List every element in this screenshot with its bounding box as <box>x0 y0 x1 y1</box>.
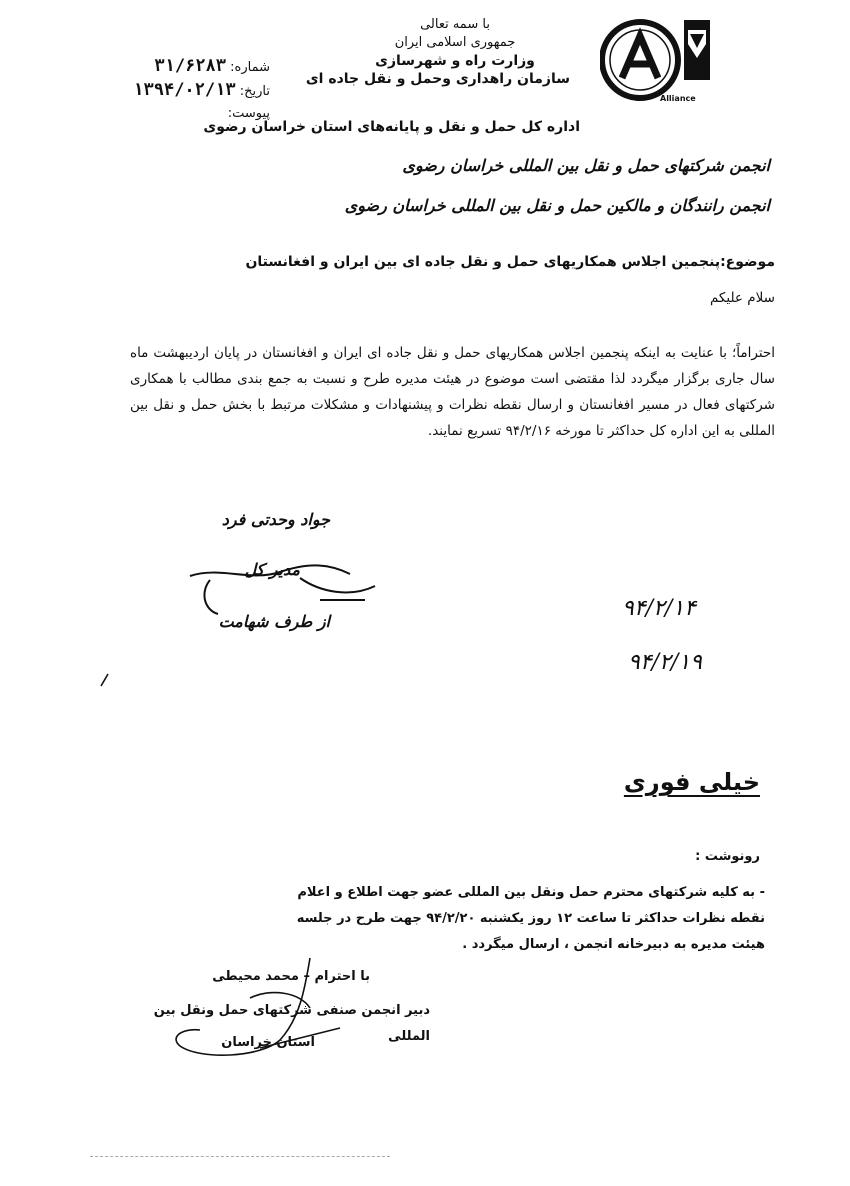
letter-body: احتراماً؛ با عنایت به اینکه پنجمین اجلاس همکاریهای حمل و نقل جاده ای ایران و افغانستان در پایان اردیبهشت ماه سال جاری برگزار میگردد لذا مقتضی است موضوع در هیئت مدیره طرح و نسبت به جمع بندی مطالب با همکاری شرکتهای فعال در مسیر افغانستان و ارسال نقطه نظرات و پیشنهادات و مشکلات مرتبط با بخش حمل و نقل بین المللی به این اداره کل حداکثر تا مورخه ۹۴/۲/۱۶ تسریع نمایند. <box>130 345 775 439</box>
date-value: ۱۳۹۴/۰۲/۱۳ <box>133 80 236 100</box>
number-label: شماره: <box>230 60 270 75</box>
logo-alliance-text: Alliance <box>660 94 696 103</box>
handwritten-date-2: ۹۴/۲/۱۹ <box>628 650 702 675</box>
recipient-1: انجمن شرکتهای حمل و نقل بین المللی خراسان رضوی <box>402 156 770 175</box>
signer-name: جواد وحدتی فرد <box>221 510 330 529</box>
organization-logo <box>600 14 712 106</box>
recipient-2: انجمن رانندگان و مالکین حمل و نقل بین المللی خراسان رضوی <box>344 196 770 215</box>
closing-signature-scribble-icon <box>160 948 390 1068</box>
closing-regards: با احترام – محمد محیطی <box>212 969 370 984</box>
letter-subject: موضوع:پنجمین اجلاس همکاریهای حمل و نقل جاده ای بین ایران و افغانستان <box>245 254 775 270</box>
cc-label: رونوشت : <box>695 849 760 864</box>
republic-name: جمهوری اسلامی ایران <box>394 35 516 50</box>
greeting: سلام علیکم <box>709 290 775 306</box>
closing-position: دبیر انجمن صنفی شرکتهای حمل ونقل بین المللی <box>153 1003 430 1044</box>
basmala: با سمه تعالی <box>420 17 490 32</box>
logo-emblem-icon <box>600 14 712 106</box>
closing-province: استان خراسان <box>221 1035 315 1050</box>
department-name: اداره کل حمل و نقل و پایانه‌های استان خراسان رضوی <box>203 119 580 135</box>
signer-title: مدیر کل <box>244 560 300 579</box>
number-value: ۳۱/۶۲۸۳ <box>154 56 227 76</box>
cc-text: - به کلیه شرکتهای محترم حمل ونقل بین المللی عضو جهت اطلاع و اعلام نقطه نظرات حداکثر تا ساعت ۱۲ روز یکشنبه ۹۴/۲/۲۰ جهت طرح در جلسه هیئت مدیره به دبیرخانه انجمن ، ارسال میگردد . <box>296 885 765 952</box>
scan-margin-line <box>90 1156 390 1157</box>
letter-attachment <box>180 106 270 121</box>
ministry-name: وزارت راه و شهرسازی <box>375 53 535 69</box>
date-label: تاریخ: <box>239 84 270 99</box>
handwritten-date-1: ۹۴/۲/۱۴ <box>622 596 696 621</box>
letter-date <box>125 80 270 100</box>
letter-number <box>150 56 270 76</box>
letterhead <box>300 16 570 88</box>
urgent-stamp: خیلی فوری <box>623 768 760 796</box>
signer-on-behalf: از طرف شهامت <box>218 612 330 631</box>
stray-mark-icon <box>98 672 110 688</box>
organization-name: سازمان راهداری وحمل و نقل جاده ای <box>305 71 570 87</box>
attachment-label: پیوست: <box>227 106 270 121</box>
